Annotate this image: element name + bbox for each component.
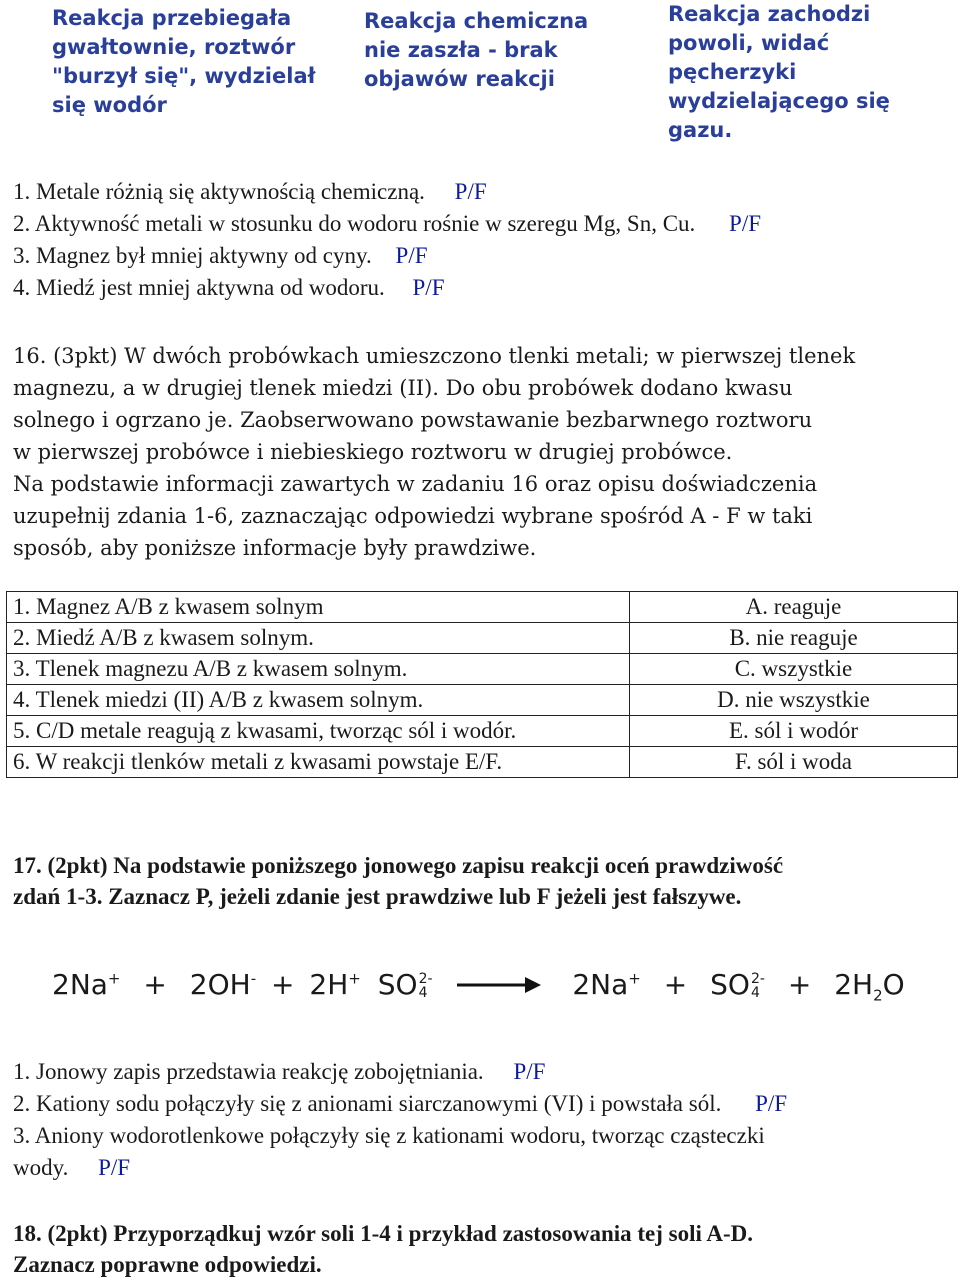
- ionic-equation: [52, 968, 905, 1028]
- ion-charge: -: [250, 969, 257, 988]
- ion-symbol: SO: [710, 968, 750, 1001]
- plus-sign: +: [787, 968, 812, 1001]
- pf-choice[interactable]: P/F: [513, 1059, 546, 1084]
- pf-choice[interactable]: P/F: [98, 1155, 131, 1180]
- table-row: [7, 623, 958, 654]
- statement-text: wody.: [13, 1155, 69, 1180]
- statement-text: 2. Kationy sodu połączyły się z anionami siarczanowymi (VI) i powstała sól.: [13, 1091, 722, 1116]
- note-line: nie zaszła - brak: [364, 38, 558, 62]
- question-line: w pierwszej probówce i niebieskiego roztworu w drugiej probówce.: [13, 440, 733, 464]
- note-line: powoli, widać: [668, 31, 830, 55]
- question-line: zdań 1-3. Zaznacz P, jeżeli zdanie jest prawdziwe lub F jeżeli jest fałszywe.: [13, 884, 742, 909]
- question-line: 18. (2pkt) Przyporządkuj wzór soli 1-4 i przykład zastosowania tej soli A-D.: [13, 1221, 754, 1246]
- table-row: [7, 716, 958, 747]
- q17-statement-3-cont: [13, 1152, 130, 1183]
- table-row: [7, 654, 958, 685]
- statement-text: 1. Metale różnią się aktywnością chemiczną.: [13, 179, 425, 204]
- note-line: gazu.: [668, 118, 733, 142]
- statement-4: [13, 272, 445, 303]
- ion-charge: +: [107, 969, 121, 988]
- ion-subscript: 4: [750, 985, 760, 1001]
- table-row: [7, 592, 958, 623]
- question-line: 16. (3pkt) W dwóch probówkach umieszczono tlenki metali; w pierwszej tlenek: [13, 344, 856, 368]
- sentence-cell: 3. Tlenek magnezu A/B z kwasem solnym.: [7, 654, 630, 685]
- statement-text: 3. Aniony wodorotlenkowe połączyły się z kationami wodoru, tworząc cząsteczki: [13, 1123, 765, 1148]
- statement-text: 4. Miedź jest mniej aktywna od wodoru.: [13, 275, 385, 300]
- sentence-cell: 2. Miedź A/B z kwasem solnym.: [7, 623, 630, 654]
- option-cell[interactable]: B. nie reaguje: [630, 623, 958, 654]
- plus-sign: +: [663, 968, 688, 1001]
- note-line: Reakcja chemiczna: [364, 9, 589, 33]
- plus-sign: +: [271, 968, 295, 1001]
- observation-note-1: [52, 4, 315, 120]
- statement-1: [13, 176, 487, 207]
- statement-text: 3. Magnez był mniej aktywny od cyny.: [13, 243, 372, 268]
- ion-symbol: 2H: [309, 968, 349, 1001]
- ion-subscript: 4: [418, 985, 428, 1001]
- question-line: sposób, aby poniższe informacje były prawdziwe.: [13, 536, 537, 560]
- statement-text: 1. Jonowy zapis przedstawia reakcję zobojętniania.: [13, 1059, 484, 1084]
- ion-charge: +: [348, 969, 361, 988]
- ion-symbol: SO: [377, 968, 418, 1001]
- matching-table: [6, 591, 958, 778]
- note-line: wydzielającego się: [668, 89, 890, 113]
- reaction-arrow-icon: [455, 974, 543, 996]
- ion-symbol: 2Na: [52, 968, 108, 1001]
- pf-choice[interactable]: P/F: [412, 275, 445, 300]
- ion-charge: 2-: [418, 971, 433, 987]
- question-17-text: [13, 850, 783, 912]
- question-line: magnezu, a w drugiej tlenek miedzi (II). Do obu probówek dodano kwasu: [13, 376, 793, 400]
- question-16-text: [13, 340, 855, 564]
- ion-charge: +: [628, 969, 641, 988]
- molecule-subscript: 2: [873, 986, 883, 1005]
- sentence-cell: 6. W reakcji tlenków metali z kwasami powstaje E/F.: [7, 747, 630, 778]
- note-line: pęcherzyki: [668, 60, 797, 84]
- question-line: uzupełnij zdania 1-6, zaznaczając odpowiedzi wybrane spośród A - F w taki: [13, 504, 813, 528]
- molecule-symbol: O: [882, 968, 905, 1001]
- molecule-symbol: 2H: [834, 968, 874, 1001]
- option-cell[interactable]: E. sól i wodór: [630, 716, 958, 747]
- plus-sign: +: [143, 968, 167, 1001]
- statement-text: 2. Aktywność metali w stosunku do wodoru rośnie w szeregu Mg, Sn, Cu.: [13, 211, 696, 236]
- table-row: [7, 685, 958, 716]
- ion-symbol: 2OH: [189, 968, 251, 1001]
- ion-charge: 2-: [750, 971, 765, 987]
- q17-statement-2: [13, 1088, 787, 1119]
- note-line: "burzył się", wydzielał: [52, 64, 316, 88]
- option-cell[interactable]: A. reaguje: [630, 592, 958, 623]
- question-18-text: [13, 1218, 753, 1280]
- question-line: 17. (2pkt) Na podstawie poniższego jonowego zapisu reakcji oceń prawdziwość: [13, 853, 784, 878]
- ion-index-stack: [419, 972, 433, 1000]
- ion-symbol: 2Na: [572, 968, 629, 1001]
- question-line: Zaznacz poprawne odpowiedzi.: [13, 1252, 322, 1277]
- pf-choice[interactable]: P/F: [755, 1091, 788, 1116]
- q17-statement-3: [13, 1120, 765, 1151]
- option-cell[interactable]: D. nie wszystkie: [630, 685, 958, 716]
- sentence-cell: 1. Magnez A/B z kwasem solnym: [7, 592, 630, 623]
- q17-statement-1: [13, 1056, 545, 1087]
- question-line: solnego i ogrzano je. Zaobserwowano powstawanie bezbarwnego roztworu: [13, 408, 813, 432]
- table-row: [7, 747, 958, 778]
- note-line: się wodór: [52, 93, 167, 117]
- pf-choice[interactable]: P/F: [454, 179, 487, 204]
- pf-choice[interactable]: P/F: [395, 243, 428, 268]
- sentence-cell: 5. C/D metale reagują z kwasami, tworząc sól i wodór.: [7, 716, 630, 747]
- note-line: gwałtownie, roztwór: [52, 35, 296, 59]
- note-line: Reakcja zachodzi: [668, 2, 871, 26]
- statement-2: [13, 208, 761, 239]
- option-cell[interactable]: F. sól i woda: [630, 747, 958, 778]
- observation-note-2: [364, 7, 588, 94]
- pf-choice[interactable]: P/F: [729, 211, 762, 236]
- sentence-cell: 4. Tlenek miedzi (II) A/B z kwasem solnym.: [7, 685, 630, 716]
- statement-3: [13, 240, 428, 271]
- note-line: objawów reakcji: [364, 67, 555, 91]
- note-line: Reakcja przebiegała: [52, 6, 292, 30]
- option-cell[interactable]: C. wszystkie: [630, 654, 958, 685]
- observation-note-3: [668, 0, 890, 145]
- ion-index-stack: [751, 972, 765, 1000]
- question-line: Na podstawie informacji zawartych w zadaniu 16 oraz opisu doświadczenia: [13, 472, 818, 496]
